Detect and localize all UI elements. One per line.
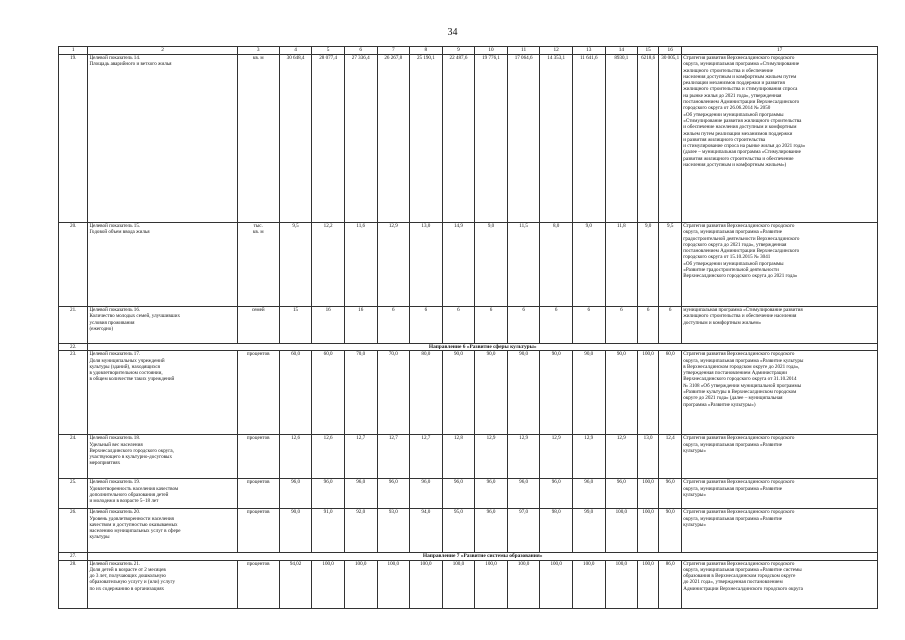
value-cell: 96,0 — [312, 479, 345, 509]
source-line: «Развитие культуры в Верхнесалдинском городском — [683, 389, 797, 396]
value-cell: 30 005,1 — [659, 55, 682, 223]
value-cell: 98,0 — [540, 509, 573, 553]
source-line: Стратегия развития Верхнесалдинского городского — [683, 560, 795, 567]
source-line: Верхнесалдинского городского округа до 2021 года» — [683, 273, 798, 280]
source-line: Администрации Верхнесалдинского городского округа — [683, 585, 803, 592]
source-line: (далее – муниципальная программа «Стимулирование — [683, 149, 801, 156]
indicator-name — [88, 435, 237, 479]
value-cell: 96,0 — [279, 479, 312, 509]
value-cell: 11,5 — [507, 223, 540, 307]
indicator-name-line: населению муниципальных услуг в сфере — [89, 528, 181, 535]
source-line: постановлением Администрации Верхнесалдинского — [683, 248, 800, 255]
value-cell: 6 — [410, 307, 443, 344]
unit — [237, 223, 279, 307]
source-line: развития жилищного строительства и обеспечение — [683, 155, 794, 162]
row-number: 20. — [59, 223, 88, 307]
row-number: 27. — [59, 553, 88, 560]
indicator-name-line: Удельный вес населения — [89, 441, 143, 448]
value-cell: 12,9 — [605, 435, 638, 479]
source-line: утвержденная постановлением Администрации — [683, 370, 787, 377]
indicator-name — [88, 479, 237, 509]
source-line: округа, муниципальная программа «Стимулирование — [683, 61, 800, 68]
source-line: и развития жилищного строительства — [683, 136, 766, 143]
header-cell: 17 — [682, 47, 878, 55]
source-line: Стратегия развития Верхнесалдинского городского — [683, 223, 795, 229]
value-cell: 6 — [540, 307, 573, 344]
section-title: Направление 6 «Развитие сферы культуры» — [88, 344, 878, 351]
section-row — [59, 344, 878, 351]
header-cell: 16 — [659, 47, 682, 55]
value-cell: 9,0 — [638, 223, 659, 307]
source-line: и обеспечение населения доступным и комфортным — [683, 124, 797, 131]
table-row — [59, 435, 878, 479]
source-line: жильем путем реализации механизмов поддержки — [683, 130, 793, 137]
value-cell: 100,0 — [572, 560, 605, 608]
value-cell: 11 641,6 — [572, 55, 605, 223]
source-line: Стратегия развития Верхнесалдинского городского — [683, 435, 795, 442]
source-line: на рынке жилья до 2021 года», утвержденная — [683, 92, 782, 99]
value-cell: 96,0 — [475, 509, 508, 553]
header-cell: 13 — [572, 47, 605, 55]
source-line: округа, муниципальная программа «Развитие — [683, 229, 783, 236]
source-line: Стратегия развития Верхнесалдинского городского — [683, 351, 795, 358]
row-number: 28. — [59, 560, 88, 608]
indicator-name-line: Целевой показатель 16. — [89, 307, 141, 313]
value-cell: 100,0 — [475, 560, 508, 608]
value-cell: 17 064,6 — [507, 55, 540, 223]
header-cell: 8 — [410, 47, 443, 55]
indicator-name-line: культуры — [89, 534, 110, 541]
value-cell: 100,0 — [344, 560, 377, 608]
value-cell: 100,0 — [605, 560, 638, 608]
unit-line: процентов — [246, 351, 270, 358]
indicator-name — [88, 223, 237, 307]
indicator-name-line: образовательную услугу и (или) услугу — [89, 579, 176, 586]
row-number: 19. — [59, 55, 88, 223]
source-line: городского округа от 26.06.2014 № 2050 — [683, 105, 771, 112]
value-cell: 12,7 — [410, 435, 443, 479]
indicator-name-line: Удовлетворенность населения качеством — [89, 485, 179, 492]
unit-line: семей — [251, 307, 265, 313]
indicator-name-line: (ежегодно) — [89, 325, 114, 332]
value-cell: 6 — [572, 307, 605, 344]
value-cell: 60,0 — [312, 351, 345, 435]
value-cell: 12,9 — [507, 435, 540, 479]
value-cell: 12,9 — [377, 223, 410, 307]
value-cell: 100,0 — [638, 560, 659, 608]
source-document — [682, 560, 878, 608]
row-number: 22. — [59, 344, 88, 351]
value-cell: 90,0 — [279, 509, 312, 553]
value-cell: 25 190,1 — [410, 55, 443, 223]
table-row — [59, 307, 878, 344]
source-document — [682, 351, 878, 435]
value-cell: 90,0 — [540, 351, 573, 435]
value-cell: 6 — [442, 307, 475, 344]
indicator-name-line: Доля муниципальных учреждений — [89, 357, 165, 364]
value-cell: 12,8 — [442, 435, 475, 479]
indicator-name-line: Площадь аварийного и ветхого жилья — [89, 61, 172, 68]
unit-line: процентов — [246, 560, 270, 567]
header-cell: 6 — [344, 47, 377, 55]
source-line: жилищного строительства и обеспечение населения — [683, 313, 797, 320]
table-row — [59, 509, 878, 553]
indicator-name-line: в удовлетворительном состоянии, — [89, 370, 163, 377]
value-cell: 9,5 — [659, 223, 682, 307]
value-cell: 92,0 — [344, 509, 377, 553]
value-cell: 12,6 — [279, 435, 312, 479]
section-row — [59, 553, 878, 560]
indicator-name-line: Целевой показатель 14. — [89, 55, 141, 61]
source-line: Верхнесалдинского городского округа от 31.10.2014 — [683, 376, 797, 383]
source-line: жилищного строительства и обеспечение — [683, 67, 773, 74]
value-cell: 6 — [475, 307, 508, 344]
value-cell: 95,0 — [442, 509, 475, 553]
indicator-name — [88, 307, 237, 344]
source-line: населения доступным и комфортным жильем путем — [683, 73, 797, 80]
value-cell: 6 — [659, 307, 682, 344]
value-cell: 90,0 — [572, 351, 605, 435]
page-number: 34 — [447, 27, 458, 38]
indicator-name — [88, 351, 237, 435]
section-title: Направление 7 «Развитие системы образования» — [88, 553, 878, 560]
value-cell: 90,0 — [659, 509, 682, 553]
value-cell: 14,9 — [442, 223, 475, 307]
indicator-name-line: Уровень удовлетворенности населения — [89, 515, 174, 522]
value-cell: 12,7 — [377, 435, 410, 479]
row-number: 25. — [59, 479, 88, 509]
value-cell: 96,0 — [659, 479, 682, 509]
value-cell: 96,0 — [572, 479, 605, 509]
indicator-name-line: культуры (зданий), находящихся — [89, 363, 160, 370]
indicator-name-line: участвующего в культурно-досуговых — [89, 454, 173, 461]
value-cell: 28 077,4 — [312, 55, 345, 223]
table-row — [59, 351, 878, 435]
source-line: доступным и комфортным жильем» — [683, 319, 762, 326]
source-line: округа, муниципальная программа «Развитие — [683, 515, 783, 522]
value-cell: 100,0 — [507, 560, 540, 608]
value-cell: 93,0 — [377, 509, 410, 553]
row-number: 24. — [59, 435, 88, 479]
indicator-name-line: Целевой показатель 19. — [89, 479, 141, 486]
indicator-name-line: Верхнесалдинского городского округа, — [89, 447, 174, 454]
value-cell: 8930,1 — [605, 55, 638, 223]
indicator-name-line: условия проживания — [89, 319, 135, 326]
source-line: округе до 2021 года» (далее – муниципальная — [683, 395, 783, 402]
value-cell: 16 — [312, 307, 345, 344]
source-line: «Об утверждении муниципальной программы — [683, 260, 784, 267]
indicator-name — [88, 560, 237, 608]
header-cell: 11 — [507, 47, 540, 55]
value-cell: 26 267,8 — [377, 55, 410, 223]
source-line: Стратегия развития Верхнесалдинского городского — [683, 509, 795, 516]
value-cell: 96,0 — [442, 479, 475, 509]
indicator-name-line: по их содержанию в организациях — [89, 585, 165, 592]
value-cell: 90,0 — [507, 351, 540, 435]
table-row — [59, 55, 878, 223]
header-cell: 5 — [312, 47, 345, 55]
value-cell: 12,7 — [344, 435, 377, 479]
unit — [237, 560, 279, 608]
value-cell: 80,0 — [410, 351, 443, 435]
indicator-name-line: в общем количестве таких учреждений — [89, 376, 175, 383]
indicators-table — [58, 46, 878, 609]
source-line: населения доступным и комфортным жильем») — [683, 162, 787, 169]
table-row — [59, 479, 878, 509]
indicator-name-line: Доля детей в возрасте от 2 месяцев — [89, 566, 166, 573]
value-cell: 13,0 — [638, 435, 659, 479]
source-line: реализации механизмов поддержки и развития — [683, 80, 785, 87]
value-cell: 96,0 — [540, 479, 573, 509]
source-line: программа «Развитие культуры») — [683, 401, 756, 408]
value-cell: 70,0 — [377, 351, 410, 435]
source-line: до 2021 года», утвержденная постановлением — [683, 579, 783, 586]
value-cell: 96,0 — [475, 479, 508, 509]
unit — [237, 307, 279, 344]
header-cell: 14 — [605, 47, 638, 55]
header-cell: 4 — [279, 47, 312, 55]
value-cell: 6 — [605, 307, 638, 344]
value-cell: 12,2 — [312, 223, 345, 307]
value-cell: 12,9 — [475, 435, 508, 479]
indicator-name-line: Годовой объем ввода жилья — [89, 229, 150, 236]
header-row — [59, 47, 878, 55]
value-cell: 94,02 — [279, 560, 312, 608]
value-cell: 90,0 — [475, 351, 508, 435]
value-cell: 14 353,1 — [540, 55, 573, 223]
value-cell: 11,8 — [605, 223, 638, 307]
value-cell: 100,0 — [605, 509, 638, 553]
value-cell: 12,9 — [572, 435, 605, 479]
source-line: «Стимулирование развития жилищного строительства — [683, 117, 802, 124]
value-cell: 60,0 — [659, 351, 682, 435]
value-cell: 30 648,4 — [279, 55, 312, 223]
value-cell: 60,0 — [279, 351, 312, 435]
header-cell: 1 — [59, 47, 88, 55]
value-cell: 96,0 — [410, 479, 443, 509]
indicator-name-line: Целевой показатель 20. — [89, 509, 141, 516]
value-cell: 11,6 — [344, 223, 377, 307]
source-line: в Верхнесалдинском городском округе до 2021 года», — [683, 363, 800, 370]
value-cell: 96,0 — [377, 479, 410, 509]
indicator-name-line: Количество молодых семей, улучшивших — [89, 313, 180, 320]
value-cell: 12,9 — [540, 435, 573, 479]
header-cell: 2 — [88, 47, 237, 55]
value-cell: 96,0 — [344, 479, 377, 509]
value-cell: 100,0 — [638, 351, 659, 435]
value-cell: 100,0 — [377, 560, 410, 608]
value-cell: 97,0 — [507, 509, 540, 553]
value-cell: 9,5 — [279, 223, 312, 307]
unit-line: тыс. — [253, 223, 263, 229]
source-line: округа, муниципальная программа «Развитие культуры — [683, 357, 804, 364]
value-cell: 12,4 — [659, 435, 682, 479]
value-cell: 100,0 — [540, 560, 573, 608]
source-document — [682, 479, 878, 509]
value-cell: 22 487,6 — [442, 55, 475, 223]
source-line: округа, муниципальная программа «Развитие — [683, 441, 783, 448]
source-line: и стимулирование спроса на рынке жилья до 2021 года» — [683, 143, 806, 150]
indicator-name-line: Целевой показатель 18. — [89, 435, 141, 442]
value-cell: 9,0 — [475, 223, 508, 307]
value-cell: 96,0 — [507, 479, 540, 509]
source-line: культуры» — [683, 447, 706, 454]
value-cell: 16 — [344, 307, 377, 344]
value-cell: 6 — [638, 307, 659, 344]
header-cell: 9 — [442, 47, 475, 55]
indicator-name-line: и молодежи в возрасте 5–18 лет — [89, 498, 159, 505]
header-cell: 3 — [237, 47, 279, 55]
row-number: 21. — [59, 307, 88, 344]
value-cell: 100,0 — [312, 560, 345, 608]
indicator-name-line: дополнительного образования детей — [89, 491, 169, 498]
unit-line: процентов — [246, 479, 270, 486]
source-document — [682, 435, 878, 479]
unit-line: процентов — [246, 435, 270, 442]
source-line: Стратегия развития Верхнесалдинского городского — [683, 55, 795, 61]
value-cell: 100,0 — [442, 560, 475, 608]
value-cell: 6 — [507, 307, 540, 344]
row-number: 26. — [59, 509, 88, 553]
unit — [237, 435, 279, 479]
value-cell: 91,0 — [312, 509, 345, 553]
unit-line: процентов — [246, 509, 270, 516]
source-line: культуры» — [683, 491, 706, 498]
indicator-name — [88, 55, 237, 223]
value-cell: 19 776,1 — [475, 55, 508, 223]
row-number: 23. — [59, 351, 88, 435]
header-cell: 12 — [540, 47, 573, 55]
unit — [237, 55, 279, 223]
source-line: № 3108 «Об утверждении муниципальной программы — [683, 382, 802, 389]
source-document — [682, 509, 878, 553]
table-row — [59, 223, 878, 307]
source-line: округа, муниципальная программа «Развитие системы — [683, 566, 802, 573]
value-cell: 13,0 — [410, 223, 443, 307]
value-cell: 6 — [377, 307, 410, 344]
value-cell: 8,0 — [540, 223, 573, 307]
source-line: жилищного строительства и стимулирования спроса — [683, 86, 798, 93]
source-line: образования в Верхнесалдинском городском округе — [683, 573, 796, 580]
value-cell: 100,0 — [638, 509, 659, 553]
indicator-name — [88, 509, 237, 553]
source-document — [682, 307, 878, 344]
unit-line: кв. м — [252, 55, 264, 61]
header-cell: 10 — [475, 47, 508, 55]
header-cell: 15 — [638, 47, 659, 55]
indicator-name-line: Целевой показатель 17. — [89, 351, 141, 358]
value-cell: 100,0 — [410, 560, 443, 608]
value-cell: 27 336,4 — [344, 55, 377, 223]
source-line: городского округа от 15.10.2015 № 3041 — [683, 254, 771, 261]
value-cell: 86,0 — [659, 560, 682, 608]
value-cell: 90,0 — [605, 351, 638, 435]
value-cell: 94,0 — [410, 509, 443, 553]
indicator-name-line: до 3 лет, получающих дошкольную — [89, 573, 166, 580]
header-cell: 7 — [377, 47, 410, 55]
value-cell: 15 — [279, 307, 312, 344]
value-cell: 96,0 — [605, 479, 638, 509]
source-line: городского округа до 2021 года», утвержденная — [683, 241, 787, 248]
unit — [237, 509, 279, 553]
source-line: «Развитие градостроительной деятельности — [683, 267, 779, 274]
value-cell: 6218,6 — [638, 55, 659, 223]
value-cell: 99,0 — [572, 509, 605, 553]
indicator-name-line: Целевой показатель 15. — [89, 223, 141, 229]
value-cell: 9,0 — [572, 223, 605, 307]
source-document — [682, 223, 878, 307]
unit-line: кв. м — [252, 229, 264, 236]
source-line: градостроительной деятельности Верхнесалдинского — [683, 235, 800, 242]
source-line: «Об утверждении муниципальной программы — [683, 111, 784, 118]
value-cell: 70,0 — [344, 351, 377, 435]
indicator-name-line: Целевой показатель 21. — [89, 560, 141, 567]
source-line: культуры» — [683, 521, 706, 528]
source-line: Стратегия развития Верхнесалдинского городского — [683, 479, 795, 486]
source-line: муниципальная программа «Стимулирование развития — [683, 307, 803, 313]
source-line: постановлением Администрации Верхнесалдинского — [683, 99, 800, 106]
value-cell: 100,0 — [638, 479, 659, 509]
source-document — [682, 55, 878, 223]
table-row — [59, 560, 878, 608]
source-line: округа, муниципальная программа «Развитие — [683, 485, 783, 492]
indicator-name-line: мероприятиях — [89, 460, 121, 467]
indicator-name-line: качеством и доступностью оказываемых — [89, 521, 178, 528]
value-cell: 12,6 — [312, 435, 345, 479]
value-cell: 90,0 — [442, 351, 475, 435]
unit — [237, 479, 279, 509]
unit — [237, 351, 279, 435]
